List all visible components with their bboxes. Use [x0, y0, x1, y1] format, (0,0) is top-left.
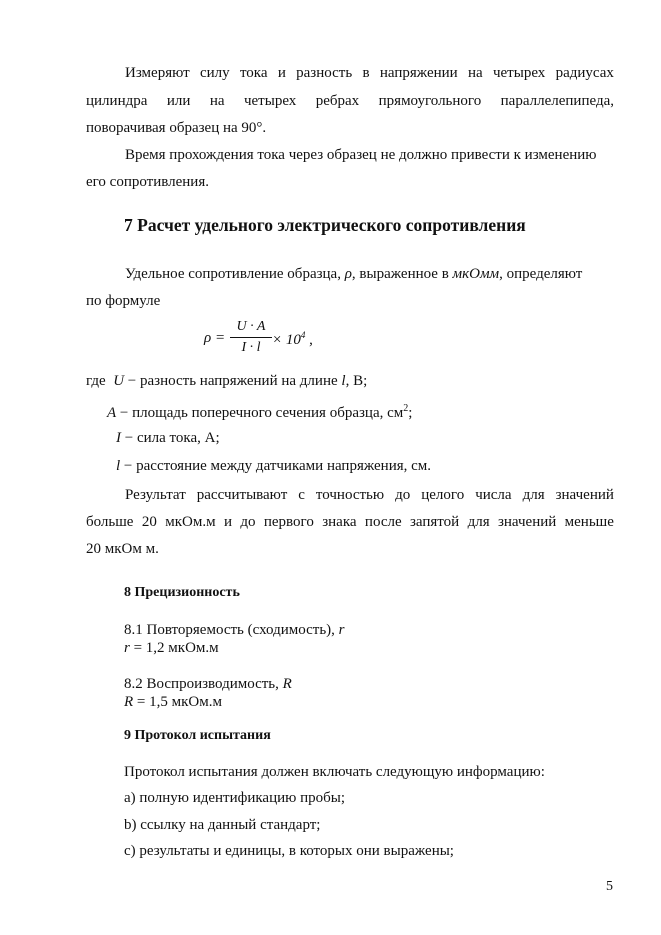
page-number: 5: [606, 879, 613, 894]
word: четырех: [492, 65, 546, 81]
section-7-heading: 7 Расчет удельного электрического сопротивления: [124, 215, 526, 235]
word: и: [277, 65, 286, 81]
formula-lhs: ρ =: [204, 330, 226, 346]
word: Измеряют: [125, 65, 190, 81]
protocol-item-a: а) полную идентификацию пробы;: [124, 790, 346, 806]
fraction-bar: [230, 337, 272, 338]
word: запятой: [410, 514, 460, 530]
word: мкОм.м: [165, 514, 216, 530]
word: или: [166, 93, 191, 109]
result-line3: 20 мкОм м.: [86, 541, 159, 557]
resistivity-formula: [204, 318, 334, 362]
word: радиусах: [555, 65, 614, 81]
definition-U: где U − разность напряжений на длине l, В;: [86, 373, 368, 389]
section-9-heading: 9 Протокол испытания: [124, 728, 271, 743]
word: меньше: [564, 514, 614, 530]
protocol-item-b: b) ссылку на данный стандарт;: [124, 817, 321, 833]
word: значений: [497, 514, 557, 530]
definition-I: I − сила тока, А;: [116, 430, 220, 446]
formula-denominator: I · l: [241, 340, 261, 355]
repeatability-label: 8.1 Повторяемость (сходимость), r: [124, 622, 345, 638]
formula-rhs: × $10^4$ ,: [272, 330, 313, 348]
word: ребрах: [315, 93, 360, 109]
word: с: [298, 487, 305, 503]
word: параллелепипеда,: [500, 93, 614, 109]
word: знака: [322, 514, 357, 530]
formula-numerator: U · A: [236, 319, 266, 334]
word: точностью: [315, 487, 385, 503]
protocol-intro: Протокол испытания должен включать следующую информацию:: [124, 764, 545, 780]
word: на: [468, 65, 483, 81]
word: до: [395, 487, 411, 503]
paragraph-time-line2: его сопротивления.: [86, 174, 209, 190]
word: целого: [421, 487, 465, 503]
word: и: [223, 514, 232, 530]
word: в: [362, 65, 370, 81]
paragraph-measure-line1: [125, 64, 614, 82]
result-line1: [125, 486, 614, 504]
word: значений: [555, 487, 614, 503]
word: после: [364, 514, 402, 530]
paragraph-time-line1: Время прохождения тока через образец не должно привести к изменению: [125, 147, 597, 163]
paragraph-measure-line3: поворачивая образец на 90°.: [86, 120, 267, 136]
result-line2: [86, 513, 614, 531]
word: прямоугольного: [378, 93, 482, 109]
protocol-item-c: с) результаты и единицы, в которых они выражены;: [124, 843, 454, 859]
repeatability-value: r = 1,2 мкОм.м: [124, 640, 219, 656]
word: для: [467, 514, 490, 530]
word: первого: [263, 514, 314, 530]
reproducibility-label: 8.2 Воспроизводимость, R: [124, 676, 292, 692]
section-7-intro-line2: по формуле: [86, 293, 161, 309]
word: Результат: [125, 487, 186, 503]
intro-text-part1: Удельное сопротивление образца, ρ, выраженное в мкОмм, определяют: [125, 266, 583, 282]
paragraph-measure-line2: [86, 92, 614, 110]
word: числа: [475, 487, 512, 503]
definition-l: l − расстояние между датчиками напряжения, см.: [116, 458, 432, 474]
word: больше: [86, 514, 134, 530]
section-8-heading: 8 Прецизионность: [124, 585, 240, 600]
word: напряжении: [379, 65, 458, 81]
word: 20: [141, 514, 157, 530]
word: цилиндра: [86, 93, 148, 109]
section-7-intro-line1: [125, 265, 614, 283]
word: четырех: [243, 93, 297, 109]
word: тока: [239, 65, 268, 81]
word: до: [240, 514, 256, 530]
reproducibility-value: R = 1,5 мкОм.м: [124, 694, 222, 710]
word: для: [522, 487, 545, 503]
word: разность: [296, 65, 353, 81]
word: силу: [199, 65, 230, 81]
formula-fraction: [230, 318, 272, 357]
word: на: [209, 93, 225, 109]
definition-A: A − площадь поперечного сечения образца, $см^2$;: [107, 403, 413, 421]
word: рассчитывают: [196, 487, 288, 503]
